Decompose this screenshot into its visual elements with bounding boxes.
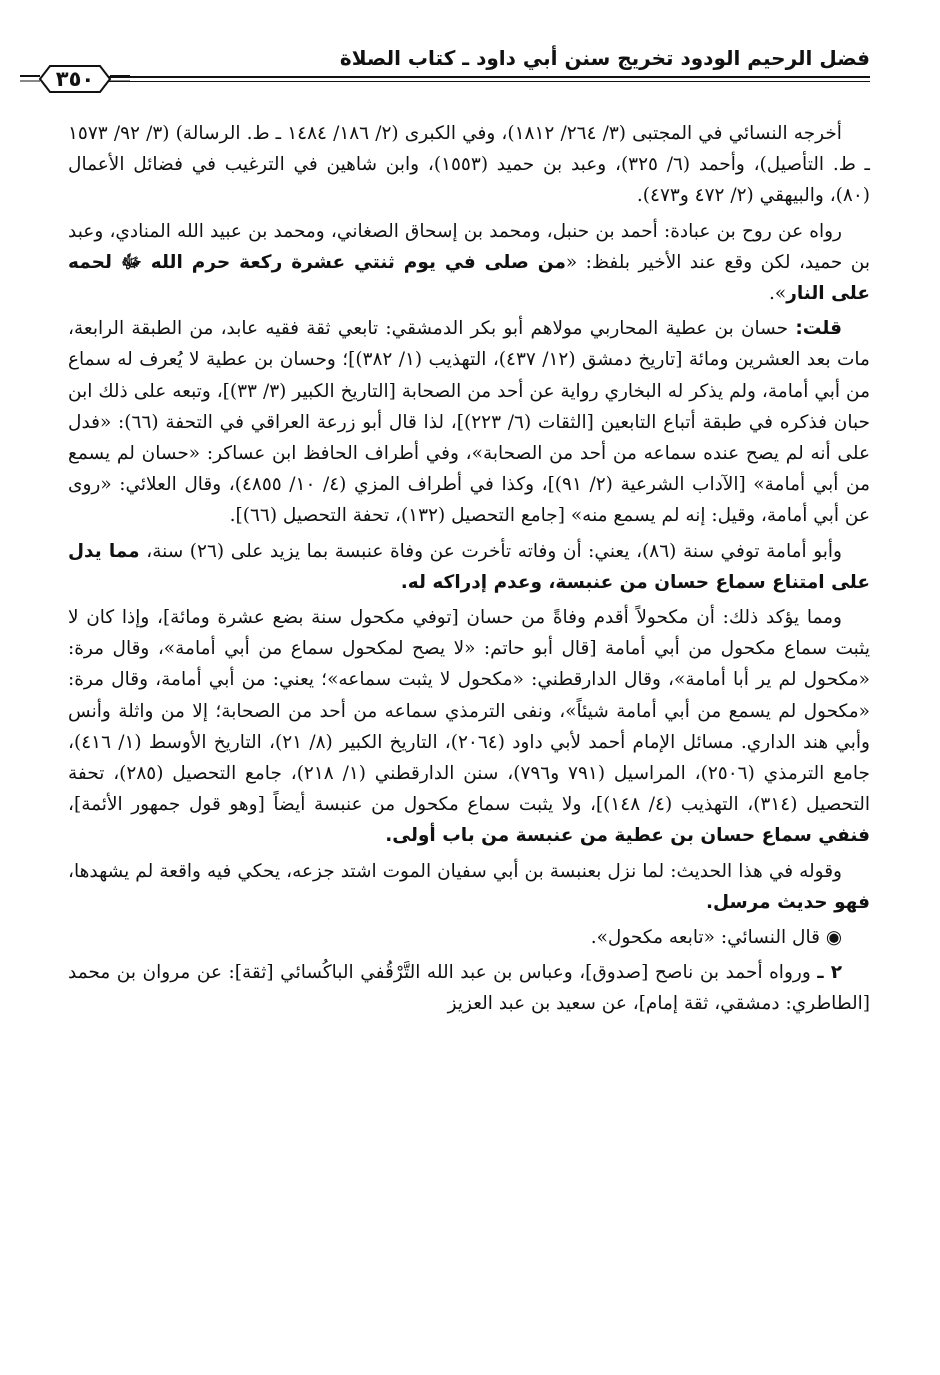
running-title: فضل الرحيم الودود تخريج سنن أبي داود ـ كتاب الصلاة <box>339 46 870 70</box>
paragraph-text: ومما يؤكد ذلك: أن مكحولاً أقدم وفاةً من حسان [توفي مكحول سنة بضع عشرة ومائة]، وإذا كان لا يثبت سماع مكحول من أبي أمامة [قال أبو حاتم: «لا يصح لمكحول سماع من أبي أمامة»، وقال مرة: «مكحول لم ير أبا أمامة»، وقال الدارقطني: «مكحول لا يثبت سماعه»؛ يعني: من أبي أمامة، وقال مرة: «مكحول لم يسمع من أبي أمامة شيئاً»، ونفى الترمذي سماعه من أحد من الصحابة؛ إلا من واثلة وأنس وأبي هند الداري. مسائل الإمام أحمد لأبي داود (٢٠٦٤)، التاريخ الكبير (٨/ ٢١)، التاريخ الأوسط (١/ ٤١٦)، جامع الترمذي (٢٥٠٦)، المراسيل (٧٩١ و٧٩٦)، سنن الدارقطني (١/ ٢١٨)، جامع التحصيل (٢٨٥)، تحفة التحصيل (٣١٤)، التهذيب (٤/ ١٤٨)]، ولا يثبت سماع مكحول من عنبسة أيضاً [وهو قول جمهور الأئمة]، <box>68 607 870 816</box>
paragraph-text: رواه عن روح بن عبادة: أحمد بن حنبل، ومحمد بن إسحاق الصغاني، ومحمد بن عبيد الله المنادي، وعبد بن حميد، لكن وقع عند الأخير بلفظ: « <box>68 220 870 273</box>
comment-lead: قلت: <box>795 318 842 340</box>
bullet-icon: ◉ <box>825 927 842 949</box>
page-number: ٣٥٠ <box>55 67 95 91</box>
paragraph-text: قال النسائي: «تابعه مكحول». <box>590 927 826 949</box>
paragraph-makhul <box>68 602 870 852</box>
paragraph-text: وأبو أمامة توفي سنة (٨٦)، يعني: أن وفاته تأخرت عن وفاة عنبسة بما يزيد على (٢٦) سنة، <box>139 540 842 562</box>
paragraph-text: وقوله في هذا الحديث: لما نزل بعنبسة بن أبي سفيان الموت اشتد جزعه، يحكي فيه واقعة لم يشهدها، <box>68 860 842 882</box>
paragraph-route-2 <box>68 957 870 1019</box>
route-number: ٢ ـ <box>817 962 843 984</box>
paragraph-comment <box>68 313 870 531</box>
header-rule <box>85 76 870 78</box>
conclusion-bold: فنفي سماع حسان بن عطية من عنبسة من باب أولى. <box>385 825 870 847</box>
hadith-wording: من صلى في يوم ثنتي عشرة ركعة حرم الله ﷻ لحمه على النار <box>68 251 870 305</box>
paragraph-abu-umama <box>68 536 870 598</box>
conclusion-bold: مما يدل على امتناع سماع حسان من عنبسة، وعدم إدراكه له. <box>68 540 870 593</box>
paragraph-narrators <box>68 216 870 310</box>
body-text <box>68 118 870 1024</box>
paragraph-takhrij: أخرجه النسائي في المجتبى (٣/ ٢٦٤/ ١٨١٢)، وفي الكبرى (٢/ ١٨٦/ ١٤٨٤ ـ ط. الرسالة) (٣/ ٩٢/ ١٥٧٣ ـ ط. التأصيل)، وأحمد (٦/ ٣٢٥)، وعبد بن حميد (١٥٥٣)، وابن شاهين في الترغيب في فضائل الأعمال (٨٠)، والبيهقي (٢/ ٤٧٢ و٤٧٣). <box>68 123 870 207</box>
paragraph-text: ورواه أحمد بن ناصح [صدوق]، وعباس بن عبد الله التَّرْقُفي الباكُسائي [ثقة]: عن مروان بن محمد [الطاطري: دمشقي، ثقة إمام]، عن سعيد بن عبد العزيز <box>68 962 870 1015</box>
paragraph-mursal <box>68 856 870 918</box>
paragraph-nasai <box>68 922 870 953</box>
page-number-badge <box>20 62 130 96</box>
conclusion-bold: فهو حديث مرسل. <box>705 891 870 913</box>
paragraph-end: ». <box>769 283 787 305</box>
paragraph-text: حسان بن عطية المحاربي مولاهم أبو بكر الدمشقي: تابعي ثقة فقيه عابد، من الطبقة الرابعة، مات بعد العشرين ومائة [تاريخ دمشق (١٢/ ٤٣٧)، التهذيب (١/ ٣٨٢)]؛ وحسان بن عطية لا يُعرف له سماع من أبي أمامة، ولم يذكر له البخاري رواية عن أحد من الصحابة [التاريخ الكبير (٣/ ٣٣)]، وتبعه على ذلك ابن حبان فذكره في طبقة أتباع التابعين [الثقات (٦/ ٢٢٣)]، لذا قال أبو زرعة العراقي في التحفة (٦٦): «فدل على أنه لم يصح عنده سماعه من أحد من الصحابة»، وفي أطراف الحافظ ابن عساكر: «حسان لم يسمع من أبي أمامة» [الآداب الشرعية (٢/ ٩١)]، وكذا في أطراف المزي (٤/ ١٠/ ٤٨٥٥)، وقال العلائي: «روى عن أبي أمامة، وقيل: إنه لم يسمع منه» [جامع التحصيل (١٣٢)، تحفة التحصيل (٦٦)]. <box>68 318 870 527</box>
header-rule-thin <box>85 81 870 82</box>
